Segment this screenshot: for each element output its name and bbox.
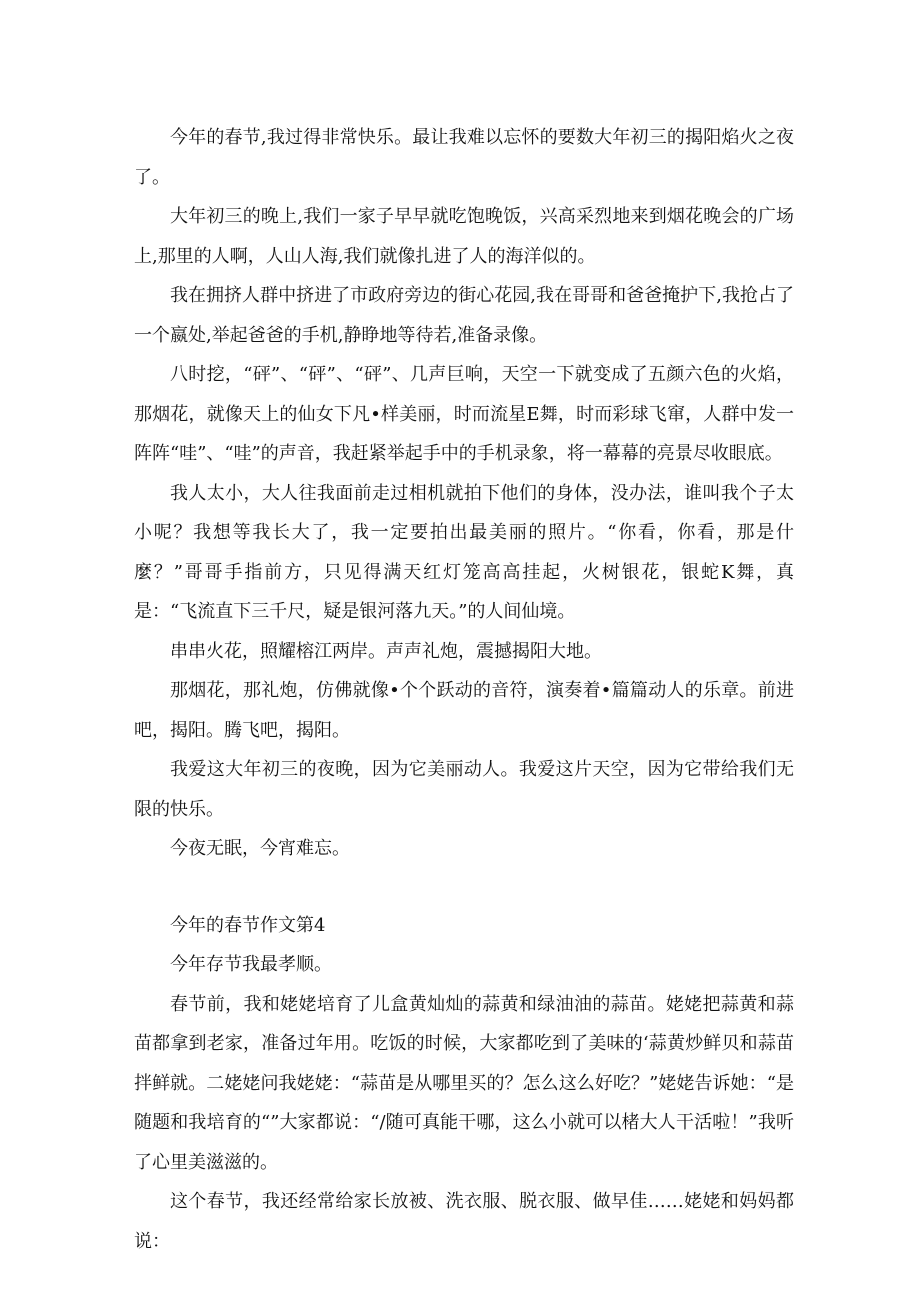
paragraph-1: 今年的春节,我过得非常快乐。最让我难以忘怀的要数大年初三的揭阳焰火之夜了。 <box>134 127 794 188</box>
paragraph-8: 我爱这大年初三的夜晚，因为它美丽动人。我爱这片天空，因为它带给我们无限的快乐。 <box>134 759 794 820</box>
document-page <box>134 118 794 1261</box>
section-paragraph-1: 今年存节我最孝顺。 <box>170 954 332 975</box>
paragraph-2: 大年初三的晚上,我们一家子早早就吃饱晚饭，兴高采烈地来到烟花晚会的广场上,那里的人啊，人山人海,我们就像扎进了人的海洋似的。 <box>134 206 794 267</box>
section-title: 今年的春节作文第4 <box>170 914 326 936</box>
section-paragraph-3: 这个春节，我还经常给家长放被、洗衣服、脱衣服、做早佳……姥姥和妈妈都说： <box>134 1191 794 1252</box>
paragraph-9: 今夜无眠，今宵难忘。 <box>170 838 350 859</box>
paragraph-7: 那烟花，那礼炮，仿佛就像•个个跃动的音符，演奏着•篇篇动人的乐章。前进吧，揭阳。腾飞吧，揭阳。 <box>134 680 794 741</box>
paragraph-4: 八时挖，“砰”、“砰”、“砰”、几声巨响，天空一下就变成了五颜六色的火焰，那烟花，就像天上的仙女下凡•样美丽，时而流星E舞，时而彩球飞窜，人群中发一阵阵“哇”、“哇”的声音，我赶紧举起手中的手机录象，将一幕幕的亮景尽收眼底。 <box>134 364 794 464</box>
paragraph-3: 我在拥挤人群中挤进了市政府旁边的街心花园,我在哥哥和爸爸掩护下,我抢占了一个嬴处,举起爸爸的手机,静睁地等待若,准备录像。 <box>134 285 794 346</box>
paragraph-6: 串串火花，照耀榕江两岸。声声礼炮，震撼揭阳大地。 <box>170 640 602 662</box>
section-paragraph-2: 春节前，我和姥姥培育了儿盒黄灿灿的蒜黄和绿油油的蒜苗。姥姥把蒜黄和蒜苗都拿到老家，准备过年用。吃饭的时候，大家都吃到了美味的‘蒜黄炒鲜贝和蒜苗拌鲜就。二姥姥问我姥姥：“蒜苗是从哪里买的？怎么这么好吃？”姥姥告诉她：“是随题和我培育的“”大家都说：“/随可真能干哪，这么小就可以楮大人干活啦！”我听了心里美滋滋的。 <box>134 993 794 1173</box>
paragraph-5: 我人太小，大人往我面前走过相机就拍下他们的身体，没办法，谁叫我个子太小呢？我想等我长大了，我一定要拍出最美丽的照片。“你看，你看，那是什麼？”哥哥手指前方，只见得满天红灯笼高高挂起，火树银花，银蛇K舞，真是：“飞流直下三千尺，疑是银河落九天。”的人间仙境。 <box>134 482 794 622</box>
